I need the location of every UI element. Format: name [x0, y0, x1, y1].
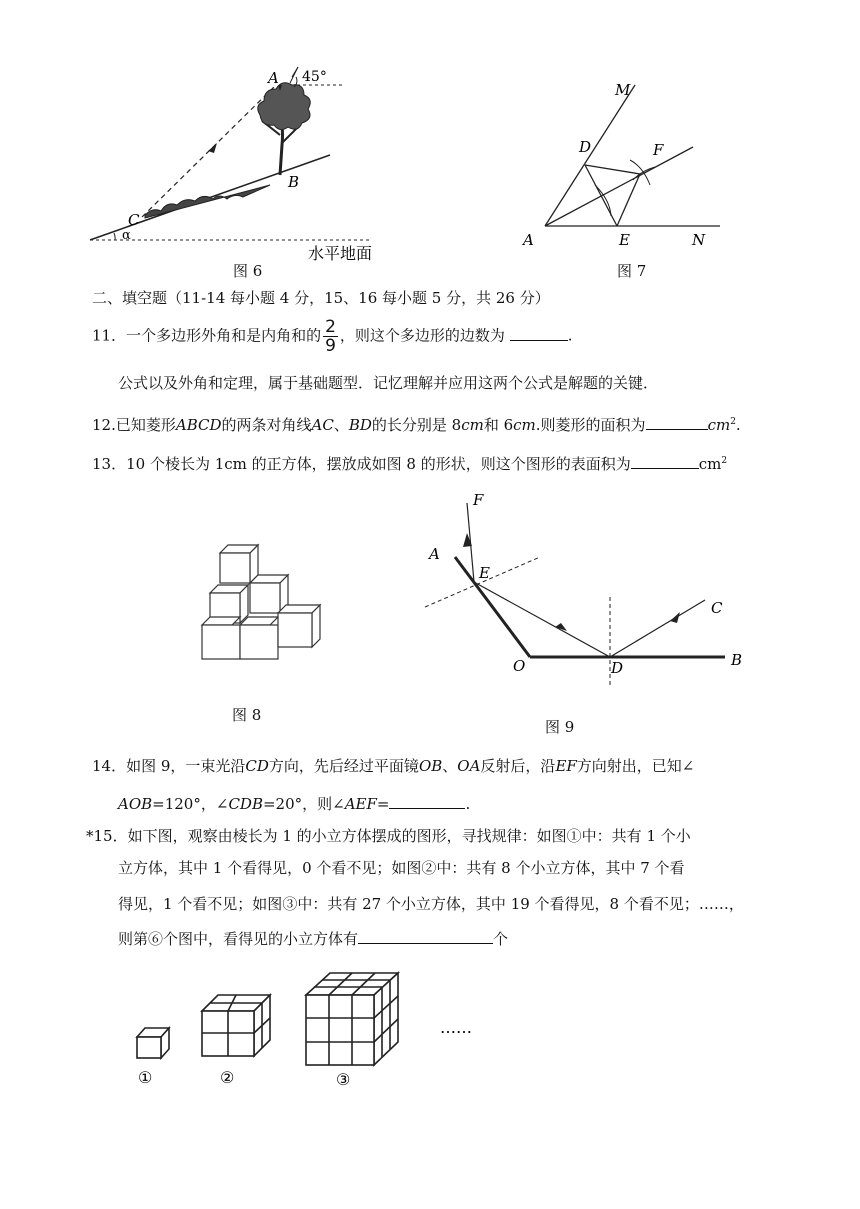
question-12 [92, 412, 741, 435]
q11-suffix: ，则这个多边形的边数为 [339, 326, 505, 345]
question-14-line-1 [92, 756, 694, 776]
q13-sup: 2 [721, 456, 728, 466]
fig8-caption: 图 8 [232, 706, 262, 724]
q11-answer-blank[interactable] [510, 326, 568, 341]
q11-end: . [567, 326, 573, 345]
fig9-label-d: D [611, 659, 624, 677]
q12-sup: 2 [730, 417, 736, 427]
fig7-label-d: D [579, 138, 592, 156]
q14-cd: CD [245, 757, 269, 775]
q12-end: . [735, 416, 741, 434]
q13-answer-blank[interactable] [631, 454, 699, 469]
q12-sep: 、 [333, 416, 349, 434]
q12-bd: BD [348, 416, 372, 434]
fig7-label-a: A [523, 231, 534, 249]
q11-frac-num: 2 [325, 317, 336, 337]
q14-text-d: 方向射出，已知∠ [576, 757, 695, 775]
question-14-line-2 [118, 794, 470, 814]
fig15-ellipsis: …… [440, 1018, 472, 1037]
q12-unit-2: cm [513, 416, 536, 434]
q14-text-c: 反射后，沿 [480, 757, 556, 775]
fig15-label-2: ② [220, 1068, 235, 1087]
question-15-line-1: *15．如下图，观察由棱长为 1 的小立方体摆成的图形，寻找规律：如图①中：共有 1 个小 [86, 827, 691, 845]
q14-text-f: =20°，则∠ [262, 795, 345, 813]
q14-ob: OB [418, 757, 443, 775]
q12-answer-blank[interactable] [646, 415, 708, 430]
q12-unit-1: cm [461, 416, 484, 434]
q11-fraction [323, 318, 338, 355]
q15-end: 个 [493, 930, 509, 948]
note-line: 公式以及外角和定理，属于基础题型．记忆理解并应用这两个公式是解题的关键． [118, 374, 659, 392]
q12-ac: AC [311, 416, 334, 434]
q12-text-e: .则菱形的面积为 [535, 416, 646, 434]
question-13 [92, 451, 727, 474]
fig6-label-b: B [288, 173, 300, 191]
fig15-label-3: ③ [336, 1070, 351, 1089]
q13-text: 13．10 个棱长为 1cm 的正方体，摆放成如图 8 的形状，则这个图形的表面积为 [92, 455, 631, 473]
fig7-label-f: F [653, 141, 664, 159]
fig7-label-e: E [619, 231, 630, 249]
q14-text-g: = [376, 795, 390, 813]
q14-sep: 、 [442, 757, 458, 775]
q12-text-b: 的两条对角线 [221, 416, 312, 434]
q12-text-d: 和 6 [483, 416, 514, 434]
fig9-label-o: O [513, 657, 526, 675]
q11-frac-den: 9 [325, 336, 336, 356]
section-2-heading: 二、填空题（11-14 每小题 4 分，15、16 每小题 5 分，共 26 分） [92, 289, 550, 307]
q14-text-b: 方向，先后经过平面镜 [268, 757, 419, 775]
q12-unit-area: cm [707, 416, 731, 434]
fig6-label-alpha: α [122, 228, 131, 243]
q11-prefix: 11．一个多边形外角和是内角和的 [92, 326, 322, 345]
q14-oa: OA [457, 757, 481, 775]
question-15-line-4 [118, 929, 508, 949]
question-15-line-2: 立方体，其中 1 个看得见，0 个看不见；如图②中：共有 8 个小立方体，其中 7 个看 [118, 859, 685, 877]
fig7-caption: 图 7 [617, 262, 647, 280]
fig6-label-ground: 水平地面 [308, 244, 373, 263]
q14-text-e: =120°，∠ [152, 795, 229, 813]
q14-ef: EF [555, 757, 577, 775]
fig15-label-1: ① [138, 1068, 153, 1087]
q14-text-a: 14．如图 9，一束光沿 [92, 757, 246, 775]
question-11 [92, 318, 573, 355]
fig9-label-f: F [473, 491, 484, 509]
question-15-line-3: 得见，1 个看不见；如图③中：共有 27 个小立方体，其中 19 个看得见，8 个看不见；……， [118, 895, 744, 913]
fig9-caption: 图 9 [545, 718, 575, 736]
fig9-label-a: A [429, 545, 440, 563]
q12-text-c: 的长分别是 8 [371, 416, 462, 434]
q14-answer-blank[interactable] [389, 794, 465, 809]
figure-15 [120, 965, 495, 1140]
q15-answer-blank[interactable] [358, 929, 493, 944]
figure-8 [195, 535, 335, 665]
fig7-label-m: M [615, 81, 631, 99]
fig9-label-b: B [731, 651, 743, 669]
q13-unit: cm [698, 455, 722, 473]
figure-6 [80, 55, 410, 275]
fig6-label-c: C [128, 211, 140, 229]
q14-cdb: CDB [228, 795, 263, 813]
q15-text: 则第⑥个图中，看得见的小立方体有 [118, 930, 359, 948]
q14-end: . [465, 795, 471, 813]
q14-aob: AOB [118, 795, 153, 813]
q14-aef: AEF [344, 795, 377, 813]
fig9-label-c: C [711, 599, 723, 617]
fig9-label-e: E [479, 564, 490, 582]
fig7-label-n: N [692, 231, 706, 249]
q12-abcd: ABCD [175, 416, 222, 434]
q12-text-a: 12.已知菱形 [92, 416, 176, 434]
figure-7 [515, 75, 735, 255]
figure-9 [415, 485, 760, 690]
fig6-label-a: A [268, 69, 279, 87]
fig6-label-45: 45° [302, 69, 327, 85]
fig6-caption: 图 6 [233, 262, 263, 280]
